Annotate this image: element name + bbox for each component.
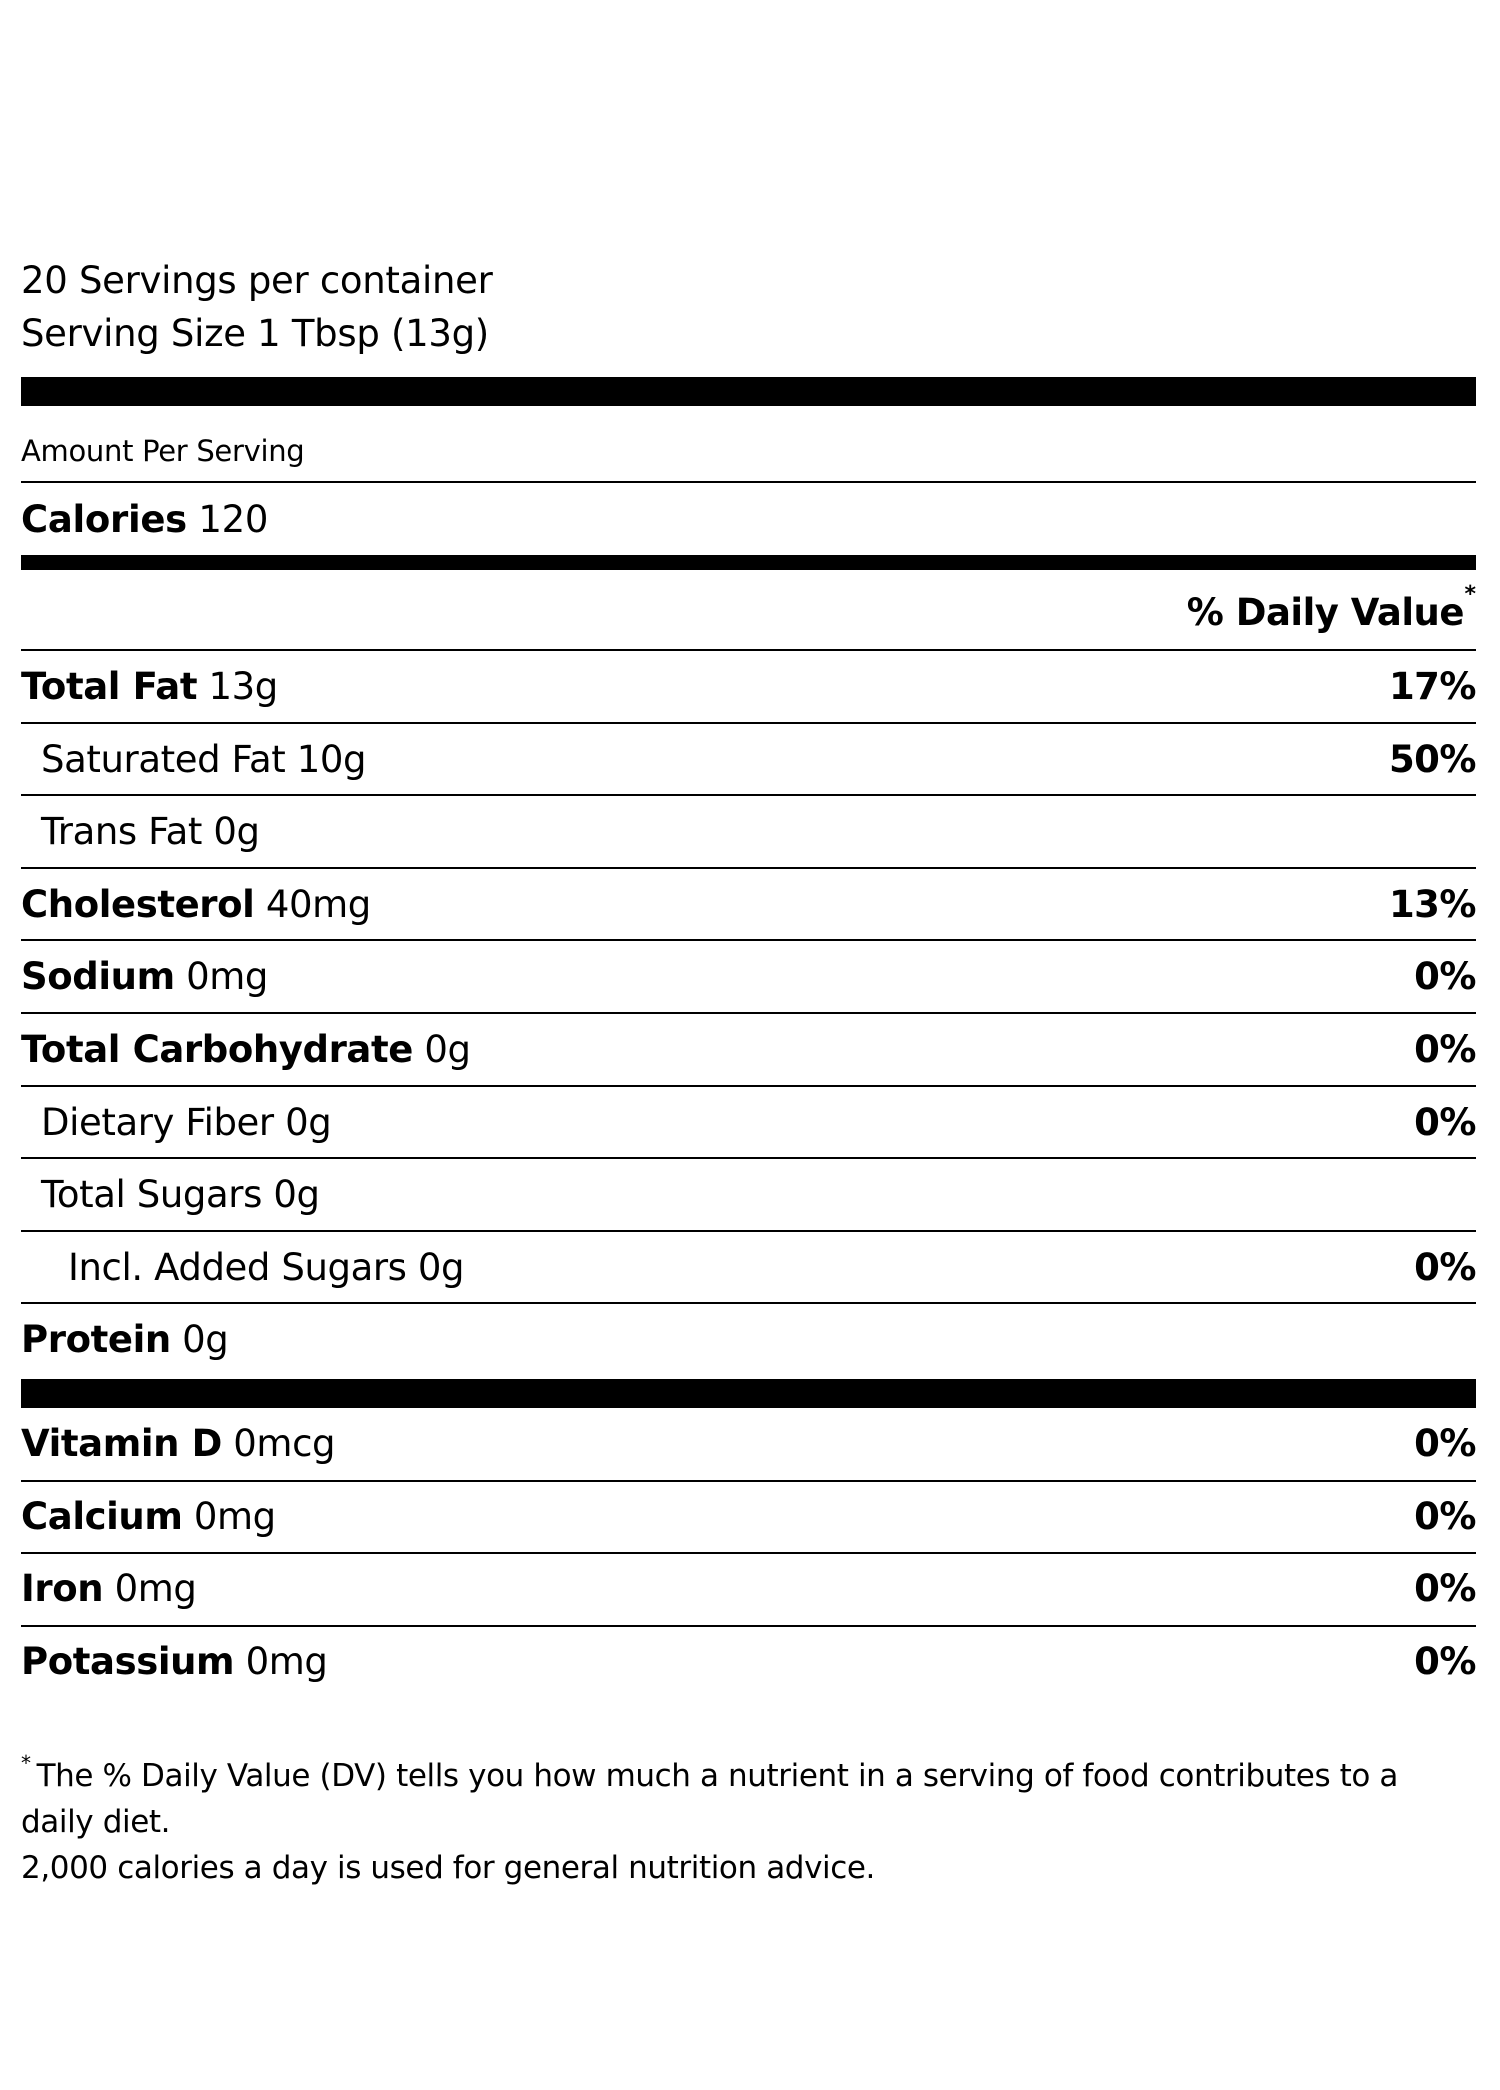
- nutrient-label: Potassium: [21, 1639, 235, 1683]
- nutrient-label: Calcium: [21, 1494, 183, 1538]
- nutrient-amount: 10g: [296, 737, 367, 781]
- servings-per-container: 20 Servings per container: [21, 259, 493, 302]
- nutrient-row-total-fat: [21, 651, 1476, 723]
- nutrient-label: Saturated Fat: [41, 737, 286, 781]
- nutrient-row-sodium: [21, 941, 1476, 1013]
- nutrient-label: Trans Fat: [41, 810, 203, 854]
- daily-value-percent: 0%: [1414, 1100, 1476, 1144]
- daily-value-percent: 0%: [1414, 1245, 1476, 1289]
- nutrient-name: [68, 1232, 464, 1304]
- nutrient-amount: 13g: [208, 665, 278, 708]
- nutrient-label: Total Carbohydrate: [21, 1028, 413, 1071]
- nutrient-label: Dietary Fiber: [41, 1100, 274, 1144]
- daily-value-header: % Daily Value: [1186, 591, 1464, 634]
- footnote-line-1: The % Daily Value (DV) tells you how much a nutrient in a serving of food contributes to a daily diet.: [21, 1758, 1399, 1840]
- calories-label: Calories: [21, 498, 187, 541]
- nutrient-label: Incl. Added Sugars: [68, 1245, 407, 1289]
- footnote: [21, 1740, 1476, 1891]
- nutrient-amount: 0mg: [193, 1494, 276, 1538]
- nutrient-row-incl-added-sugars: [21, 1232, 1476, 1304]
- nutrient-name: [21, 941, 268, 1013]
- nutrient-amount: 0mg: [186, 955, 268, 999]
- nutrient-row-total-carbohydrate: [21, 1014, 1476, 1086]
- nutrient-amount: 0mcg: [233, 1422, 336, 1465]
- nutrient-row-calcium: [21, 1481, 1476, 1553]
- nutrient-label: Total Sugars: [41, 1173, 262, 1217]
- nutrient-name: [21, 869, 371, 941]
- nutrient-label: Protein: [21, 1318, 171, 1362]
- nutrient-row-total-sugars: [21, 1159, 1476, 1231]
- nutrient-name: [21, 1481, 276, 1553]
- daily-value-percent: 0%: [1414, 1567, 1476, 1611]
- calories-row: [21, 497, 268, 543]
- nutrient-amount: 0g: [424, 1028, 471, 1071]
- nutrient-row-iron: [21, 1553, 1476, 1625]
- nutrient-name: [41, 1087, 331, 1159]
- daily-value-percent: 0%: [1414, 1422, 1476, 1465]
- nutrient-amount: 0g: [417, 1245, 465, 1289]
- daily-value-percent: 0%: [1414, 1494, 1476, 1538]
- nutrient-name: [41, 1159, 320, 1231]
- nutrient-amount: 0g: [285, 1100, 332, 1144]
- nutrient-name: [21, 1014, 471, 1086]
- nutrient-label: Vitamin D: [21, 1422, 222, 1465]
- thick-divider-top: [21, 377, 1476, 406]
- nutrient-row-potassium: [21, 1626, 1476, 1698]
- nutrient-amount: 0g: [182, 1318, 229, 1362]
- footnote-line-2: 2,000 calories a day is used for general nutrition advice.: [21, 1850, 876, 1886]
- nutrient-amount: 0g: [273, 1173, 320, 1217]
- nutrient-amount: 0mg: [245, 1639, 328, 1683]
- footnote-asterisk: *: [21, 1751, 31, 1775]
- nutrient-name: [21, 651, 278, 723]
- thick-divider-bottom: [21, 1379, 1476, 1408]
- daily-value-percent: 13%: [1388, 882, 1476, 926]
- nutrient-name: [21, 1626, 327, 1698]
- nutrient-label: Iron: [21, 1567, 104, 1611]
- nutrient-row-trans-fat: [21, 796, 1476, 868]
- nutrient-amount: 40mg: [265, 882, 371, 926]
- nutrient-label: Sodium: [21, 955, 175, 999]
- nutrient-name: [21, 1553, 196, 1625]
- daily-value-percent: 0%: [1414, 955, 1476, 999]
- nutrient-name: [21, 1408, 335, 1480]
- nutrient-row-saturated-fat: [21, 724, 1476, 796]
- daily-value-percent: 50%: [1388, 737, 1476, 781]
- nutrient-amount: 0mg: [114, 1567, 197, 1611]
- divider: [21, 481, 1476, 483]
- daily-value-asterisk: *: [1464, 582, 1476, 607]
- amount-per-serving: Amount Per Serving: [21, 434, 305, 468]
- nutrient-name: [41, 796, 260, 868]
- nutrient-row-cholesterol: [21, 869, 1476, 941]
- daily-value-percent: 17%: [1388, 665, 1476, 708]
- calories-value: 120: [198, 498, 269, 541]
- nutrient-name: [41, 724, 366, 796]
- nutrient-row-protein: [21, 1304, 1476, 1376]
- nutrient-row-vitamin-d: [21, 1408, 1476, 1480]
- daily-value-percent: 0%: [1414, 1639, 1476, 1683]
- nutrient-label: Cholesterol: [21, 882, 255, 926]
- nutrient-row-dietary-fiber: [21, 1087, 1476, 1159]
- medium-divider: [21, 555, 1476, 570]
- nutrient-label: Total Fat: [21, 665, 198, 708]
- nutrient-amount: 0g: [213, 810, 260, 854]
- serving-size: Serving Size 1 Tbsp (13g): [21, 312, 489, 355]
- nutrient-name: [21, 1304, 228, 1376]
- daily-value-percent: 0%: [1414, 1028, 1476, 1071]
